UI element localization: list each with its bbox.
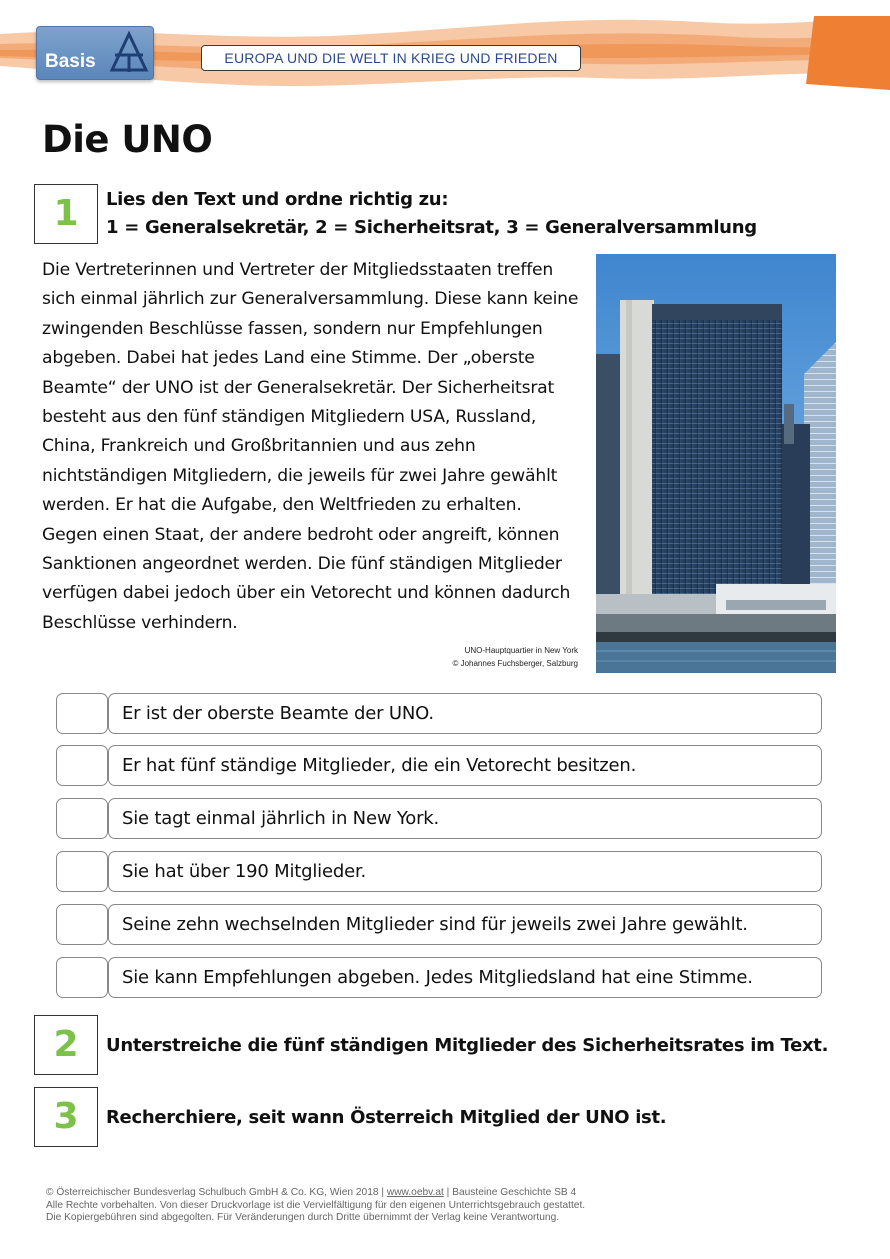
answer-box[interactable] xyxy=(56,693,108,734)
statement-row xyxy=(56,957,822,998)
text-line: zwingenden Beschlüsse fassen, sondern nur Empfehlungen xyxy=(42,318,543,339)
task-number-2: 2 xyxy=(34,1015,98,1075)
text-line: Die Vertreterinnen und Vertreter der Mitgliedsstaaten treffen xyxy=(42,260,554,280)
answer-box[interactable] xyxy=(56,745,108,786)
text-line: Gegen einen Staat, der andere bedroht oder angreift, können xyxy=(42,524,560,545)
task-number-3: 3 xyxy=(34,1087,98,1147)
statement-text: Sie hat über 190 Mitglieder. xyxy=(108,851,822,892)
footer-line-2: Alle Rechte vorbehalten. Von dieser Druckvorlage ist die Vervielfältigung für den eigenen Unterrichtsgebrauch gestattet. xyxy=(46,1199,586,1211)
task-2-instruction: Unterstreiche die fünf ständigen Mitglieder des Sicherheitsrates im Text. xyxy=(106,1035,829,1056)
text-line: verfügen dabei jedoch über ein Vetorecht und können dadurch xyxy=(42,583,571,604)
text-line: sich einmal jährlich zur Generalversammlung. Diese kann keine xyxy=(42,289,579,310)
orange-corner-tab xyxy=(806,16,890,90)
text-line: China, Frankreich und Großbritannien und aus zehn xyxy=(42,436,476,457)
answer-box[interactable] xyxy=(56,798,108,839)
statement-text: Seine zehn wechselnden Mitglieder sind für jeweils zwei Jahre gewählt. xyxy=(108,904,822,945)
footer-book-title: | Bausteine Geschichte SB 4 xyxy=(443,1187,577,1198)
main-text xyxy=(42,256,590,638)
caption-line-1: UNO-Hauptquartier in New York xyxy=(464,646,578,655)
caption-line-2: © Johannes Fuchsberger, Salzburg xyxy=(452,659,578,668)
triangle-logo-icon xyxy=(109,30,149,76)
logo-text: Basis xyxy=(45,51,96,72)
statement-row xyxy=(56,693,822,734)
publisher-logo xyxy=(36,26,154,80)
text-line: Beamte“ der UNO ist der Generalsekretär. Der Sicherheitsrat xyxy=(42,377,555,398)
statement-row xyxy=(56,851,822,892)
footer-copyright: © Österreichischer Bundesverlag Schulbuch GmbH & Co. KG, Wien 2018 | xyxy=(46,1187,387,1198)
statement-row xyxy=(56,904,822,945)
statement-text: Sie tagt einmal jährlich in New York. xyxy=(108,798,822,839)
footer-line-3: Die Kopiergebühren sind abgegolten. Für Veränderungen durch Dritte übernimmt der Verlag keine Verantwortung. xyxy=(46,1212,560,1223)
page-title: Die UNO xyxy=(42,118,213,161)
task-1-instruction xyxy=(106,186,757,242)
task-1-line-2: 1 = Generalsekretär, 2 = Sicherheitsrat, 3 = Generalversammlung xyxy=(106,217,757,238)
series-title: EUROPA UND DIE WELT IN KRIEG UND FRIEDEN xyxy=(201,45,581,71)
task-3-instruction: Recherchiere, seit wann Österreich Mitglied der UNO ist. xyxy=(106,1107,667,1128)
photo-caption xyxy=(452,644,578,670)
un-headquarters-photo xyxy=(596,254,836,673)
statement-text: Er ist der oberste Beamte der UNO. xyxy=(108,693,822,734)
text-line: Beschlüsse verhindern. xyxy=(42,612,238,633)
statement-row xyxy=(56,798,822,839)
text-line: abgeben. Dabei hat jedes Land eine Stimme. Der „oberste xyxy=(42,348,535,369)
text-line: nichtständigen Mitgliedern, die jeweils für zwei Jahre gewählt xyxy=(42,465,558,486)
answer-box[interactable] xyxy=(56,904,108,945)
statement-text: Er hat fünf ständige Mitglieder, die ein Vetorecht besitzen. xyxy=(108,745,822,786)
text-line: werden. Er hat die Aufgabe, den Weltfrieden zu erhalten. xyxy=(42,495,522,516)
answer-box[interactable] xyxy=(56,957,108,998)
publisher-link[interactable]: www.oebv.at xyxy=(386,1187,444,1198)
copyright-footer xyxy=(46,1187,585,1225)
statement-row xyxy=(56,745,822,786)
task-1-line-1: Lies den Text und ordne richtig zu: xyxy=(106,189,449,210)
footer-line-1 xyxy=(46,1187,585,1200)
statement-text: Sie kann Empfehlungen abgeben. Jedes Mitgliedsland hat eine Stimme. xyxy=(108,957,822,998)
task-number-1: 1 xyxy=(34,184,98,244)
text-line: besteht aus den fünf ständigen Mitgliedern USA, Russland, xyxy=(42,407,537,428)
answer-box[interactable] xyxy=(56,851,108,892)
text-line: Sanktionen angeordnet werden. Die fünf ständigen Mitglieder xyxy=(42,554,562,575)
